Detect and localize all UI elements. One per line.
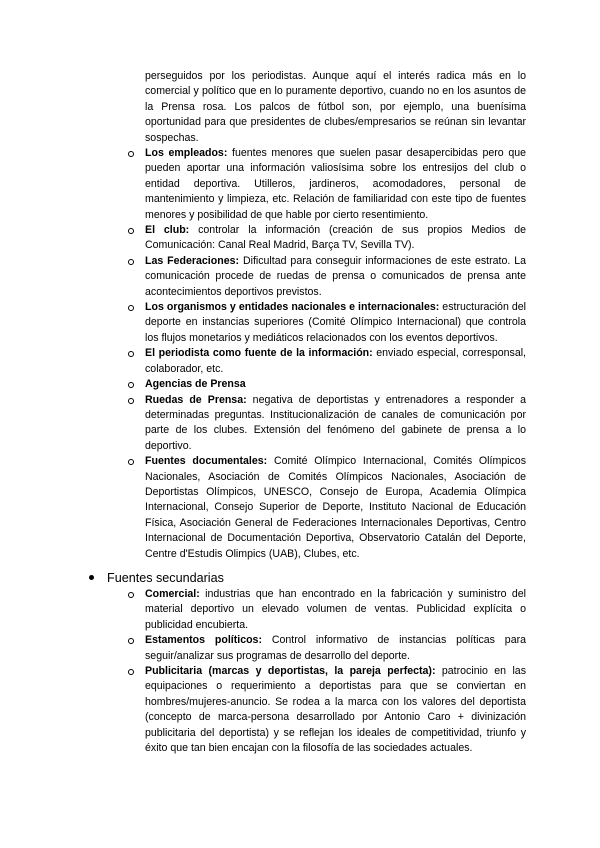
hollow-bullet-icon [128,259,134,265]
secondary-sources-list [126,587,526,756]
continuation-paragraph: perseguidos por los periodistas. Aunque aquí el interés radica más en lo comercial y político que en lo puramente deportivo, cuando no en los asuntos de la Prensa rosa. Los palcos de fútbol son, por ejemplo, una buenísima oportunidad para que presidentes de clubes/empresarios se reúnan sin levantar sospechas. [145,70,526,144]
item-term: Los empleados: [145,147,228,159]
item-text: enviado especial, corresponsal, colaborador, etc. [145,347,527,375]
list-item [126,454,526,562]
list-item [126,146,526,223]
list-item [126,223,526,254]
list-item [126,633,526,664]
item-text: controlar la información (creación de sus propios Medios de Comunicación: Canal Real Madrid, Barça TV, Sevilla TV). [145,224,526,252]
hollow-bullet-icon [128,398,134,404]
hollow-bullet-icon [128,382,134,388]
item-text: fuentes menores que suelen pasar desapercibidas pero que pueden aportar una información valiosísima sobre los entresijos del club o entidad deportiva. Utilleros, jardineros, acomodadores, personal de mantenimiento y limpieza, etc. Relación de familiaridad con este tipo de fuentes menores y posibilidad de que hable por cierto resentimiento. [145,147,526,221]
list-item [126,393,526,455]
item-text: industrias que han encontrado en la fabricación y suministro del material deportivo un elevado volumen de ventas. Publicidad explícita o publicidad encubierta. [145,588,526,631]
filled-bullet-icon [89,575,94,580]
hollow-bullet-icon [128,592,134,598]
item-term: Estamentos políticos: [145,634,262,647]
secondary-sources-heading: Fuentes secundarias [107,571,224,585]
list-item [126,377,526,392]
list-item [126,587,526,633]
item-term: Los organismos y entidades nacionales e internacionales: [145,301,440,314]
item-term: Comercial: [145,588,200,600]
hollow-bullet-icon [128,305,134,311]
primary-sources-list [126,146,526,562]
item-term: El club: [145,224,190,237]
hollow-bullet-icon [128,228,134,234]
item-term: Las Federaciones: [145,254,240,267]
item-text: negativa de deportistas y entrenadores a responder a determinadas preguntas. Institucionalización de canales de comunicación por parte de los clubes. Extensión del fenómeno del gabinete de prensa a lo deportivo. [145,393,526,452]
hollow-bullet-icon [128,459,134,465]
item-term: Agencias de Prensa [145,378,246,391]
item-text: Control informativo de instancias políticas para seguir/analizar sus programas de desarrollo del deporte. [145,634,526,662]
hollow-bullet-icon [128,151,134,157]
item-term: Publicitaria (marcas y deportistas, la pareja perfecta): [145,665,436,678]
item-term: Ruedas de Prensa: [145,393,247,406]
item-term: El periodista como fuente de la información: [145,347,373,360]
hollow-bullet-icon [128,638,134,644]
item-text: patrocinio en las equipaciones o requerimiento a deportistas para que se conviertan en hombres/mujeres-anuncio. Se rodea a la marca con los valores del deportista (concepto de marca-persona desarrollado por Antonio Caro + divinización publicitaria del deportista) y se reflejan los ideales de competitividad, triunfo y éxito que tan bien encajan con la filosofía de las sociedades actuales. [145,665,526,755]
item-text: estructuración del deporte en instancias superiores (Comité Olímpico Internacional) que controla los flujos monetarios y mediáticos relacionados con los eventos deportivos. [145,301,527,344]
item-term: Fuentes documentales: [145,455,268,468]
hollow-bullet-icon [128,351,134,357]
item-text: Dificultad para conseguir informaciones de este estrato. La comunicación procede de ruedas de prensa o comunicados de prensa ante acontecimientos deportivos previstos. [145,254,526,298]
hollow-bullet-icon [128,669,134,675]
list-item [126,664,526,756]
list-item [126,254,526,300]
list-item [126,300,526,346]
list-item [126,346,526,377]
item-text: Comité Olímpico Internacional, Comités Olímpicos Nacionales, Asociación de Comités Olímpicos Nacionales, Asociación de Deportistas Olímpicos, UNESCO, Consejo de Europa, Academia Olímpica Internacional, Consejo Superior de Deporte, Instituto Nacional de Educación Física, Asociación General de Federaciones Internacionales Deportivas, Centro Internacional de Documentación Deportiva, Observatorio Catalán del Deporte, Centre d'Estudis Olimpics (UAB), Clubes, etc. [145,455,526,560]
